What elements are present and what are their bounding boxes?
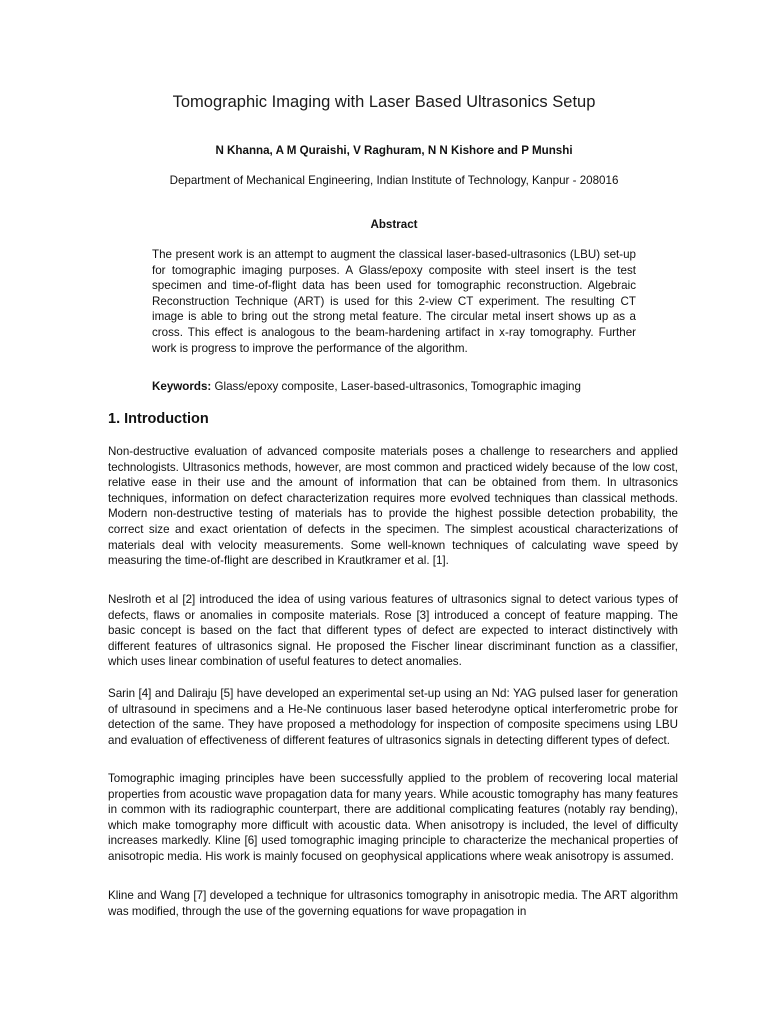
paper-title: Tomographic Imaging with Laser Based Ultrasonics Setup — [172, 93, 596, 111]
keywords-line — [152, 380, 642, 393]
keywords-label: Keywords: — [152, 380, 212, 393]
abstract-heading: Abstract — [370, 218, 418, 231]
section-heading-introduction: 1. Introduction — [108, 411, 209, 427]
intro-paragraph-5: Kline and Wang [7] developed a technique for ultrasonics tomography in anisotropic media. The ART algorithm was modified, through the use of the governing equations for wave propagation in — [108, 889, 678, 918]
intro-paragraph-1: Non-destructive evaluation of advanced composite materials poses a challenge to researchers and applied technologists. Ultrasonics methods, however, are most common and practiced widely because of the low cost, relative ease in their use and the amount of information that can be obtained from them. In ultrasonics techniques, information on defect characterization requires more evolved techniques than classical methods. Modern non-destructive testing of materials has to provide the highest possible detection probability, the correct size and exact orientation of defects in the specimen. The simplest acoustical characterizations of materials deal with velocity measurements. Some well-known techniques of calculating wave speed by measuring the time-of-flight are described in Krautkramer et al. [1]. — [108, 445, 678, 568]
paper-authors: N Khanna, A M Quraishi, V Raghuram, N N Kishore and P Munshi — [215, 144, 573, 157]
intro-paragraph-3: Sarin [4] and Daliraju [5] have developed an experimental set-up using an Nd: YAG pulsed laser for generation of ultrasound in specimens and a He-Ne continuous laser based heterodyne optical interferometric probe for detection of the same. They have proposed a methodology for inspection of composite specimens using LBU and evaluation of effectiveness of different features of ultrasonics signals in detecting different types of defect. — [108, 687, 678, 747]
paper-affiliation: Department of Mechanical Engineering, Indian Institute of Technology, Kanpur - 208016 — [169, 174, 619, 187]
intro-paragraph-2: Neslroth et al [2] introduced the idea of using various features of ultrasonics signal to detect various types of defects, flaws or anomalies in composite materials. Rose [3] introduced a concept of feature mapping. The basic concept is based on the fact that different types of defect are expected to interact distinctively with different features of ultrasonics signal. He proposed the Fischer linear discriminant function as a classifier, which uses linear combination of useful features to detect anomalies. — [108, 593, 678, 669]
intro-paragraph-4: Tomographic imaging principles have been successfully applied to the problem of recovering local material properties from acoustic wave propagation data for many years. While acoustic tomography has many features in common with its radiographic counterpart, there are additional complicating features (notably ray bending), which make tomography more difficult with acoustic data. When anisotropy is included, the level of difficulty increases markedly. Kline [6] used tomographic imaging principle to characterize the mechanical properties of anisotropic media. His work is mainly focused on geophysical applications where weak anisotropy is assumed. — [108, 772, 678, 863]
abstract-text: The present work is an attempt to augment the classical laser-based-ultrasonics (LBU) set-up for tomographic imaging purposes. A Glass/epoxy composite with steel insert is the test specimen and time-of-flight data has been used for tomographic reconstruction. Algebraic Reconstruction Technique (ART) is used for this 2-view CT experiment. The resulting CT image is able to bring out the strong metal feature. The circular metal insert shows up as a cross. This effect is analogous to the beam-hardening artifact in x-ray tomography. Further work is progress to improve the performance of the algorithm. — [152, 248, 636, 355]
keywords-text: Glass/epoxy composite, Laser-based-ultrasonics, Tomographic imaging — [211, 380, 581, 393]
